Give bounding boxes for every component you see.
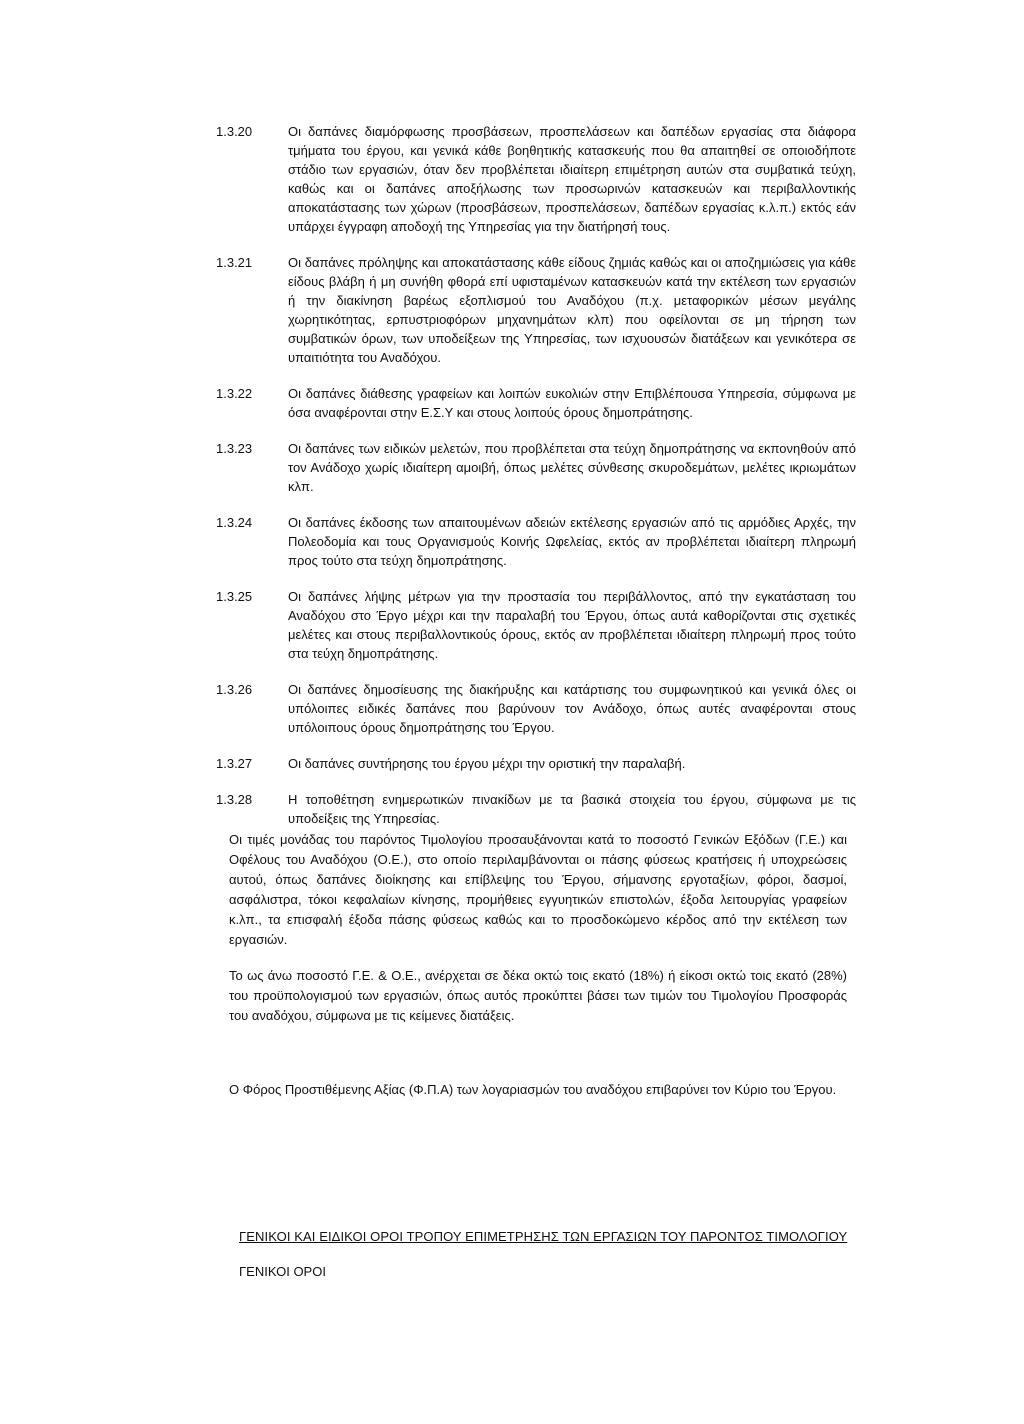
clause-item bbox=[216, 253, 856, 367]
clause-number: 1.3.27 bbox=[216, 756, 253, 771]
section-title: ΓΕΝΙΚΟΙ ΚΑΙ ΕΙΔΙΚΟΙ ΟΡΟΙ ΤΡΟΠΟΥ ΕΠΙΜΕΤΡΗΣΗΣ ΤΩΝ ΕΡΓΑΣΙΩΝ ΤΟΥ ΠΑΡΟΝΤΟΣ ΤΙΜΟΛΟΓΙΟΥ bbox=[239, 1229, 848, 1244]
paragraph-vat: Ο Φόρος Προστιθέμενης Αξίας (Φ.Π.Α) των λογαριασμών του αναδόχου επιβαρύνει τον Κύριο του Έργου. bbox=[229, 1082, 837, 1097]
clause-item bbox=[216, 439, 856, 496]
paragraph-general-expenses: Οι τιμές μονάδας του παρόντος Τιμολογίου προσαυξάνονται κατά το ποσοστό Γενικών Εξόδων (Γ.Ε.) και Οφέλους του Αναδόχου (Ο.Ε.), στο οποίο περιλαμβάνονται οι πάσης φύσεως κρατήσεις ή υποχρεώσεις αυτού, όπως δαπάνες διοίκησης και επίβλεψης του Έργου, σήμανσης εργοταξίων, φόροι, δασμοί, ασφάλιστρα, τόκοι κεφαλαίων κίνησης, προμήθειες εγγυητικών επιστολών, έξοδα λειτουργίας γραφείων κ.λπ., τα επισφαλή έξοδα πάσης φύσεως καθώς και το προσδοκώμενο κέρδος από την εκτέλεση των εργασιών. bbox=[229, 832, 847, 947]
clause-item bbox=[216, 122, 856, 236]
clause-text: Οι δαπάνες διάθεσης γραφείων και λοιπών ευκολιών στην Επιβλέπουσα Υπηρεσία, σύμφωνα με όσα αναφέρονται στην Ε.Σ.Υ και στους λοιπούς όρους δημοπράτησης. bbox=[288, 386, 856, 420]
clause-item bbox=[216, 513, 856, 570]
clause-text: Οι δαπάνες διαμόρφωσης προσβάσεων, προσπελάσεων και δαπέδων εργασίας στα διάφορα τμήματα του έργου, και γενικά κάθε βοηθητικής κατασκευής που θα απαιτηθεί σε οποιοδήποτε στάδιο των εργασιών, όταν δεν προβλέπεται ιδιαίτερη επιμέτρηση αυτών στα συμβατικά τεύχη, καθώς και οι δαπάνες αποξήλωσης των προσωρινών κατασκευών και περιβαλλοντικής αποκατάστασης των χώρων (προσβάσεων, προσπελάσεων, δαπέδων εργασίας κ.λ.π.) εκτός εάν υπάρχει έγγραφη αποδοχή της Υπηρεσίας για την διατήρησή τους. bbox=[288, 124, 856, 234]
clause-number: 1.3.28 bbox=[216, 792, 253, 807]
sub-title: ΓΕΝΙΚΟΙ ΟΡΟΙ bbox=[239, 1264, 326, 1279]
clause-number: 1.3.26 bbox=[216, 682, 253, 697]
paragraph-percentage: Το ως άνω ποσοστό Γ.Ε. & Ο.Ε., ανέρχεται σε δέκα οκτώ τοις εκατό (18%) ή είκοσι οκτώ τοις εκατό (28%) του προϋπολογισμού των εργασιών, όπως αυτός προκύπτει βάσει των τιμών του Τιμολογίου Προσφοράς του αναδόχου, σύμφωνα με τις κείμενες διατάξεις. bbox=[229, 968, 847, 1023]
clause-number: 1.3.20 bbox=[216, 124, 253, 139]
clause-text: Η τοποθέτηση ενημερωτικών πινακίδων με τα βασικά στοιχεία του έργου, σύμφωνα με τις υποδείξεις της Υπηρεσίας. bbox=[288, 792, 856, 826]
clause-text: Οι δαπάνες δημοσίευσης της διακήρυξης και κατάρτισης του συμφωνητικού και γενικά όλες οι υπόλοιπες ειδικές δαπάνες που βαρύνουν τον Ανάδοχο, όπως αυτές αναφέρονται στους υπόλοιπους όρους δημοπράτησης του Έργου. bbox=[288, 682, 856, 735]
clause-number: 1.3.21 bbox=[216, 255, 253, 270]
clause-text: Οι δαπάνες των ειδικών μελετών, που προβλέπεται στα τεύχη δημοπράτησης να εκπονηθούν από τον Ανάδοχο χωρίς ιδιαίτερη αμοιβή, όπως μελέτες σύνθεσης σκυροδεμάτων, μελέτες ικριωμάτων κλπ. bbox=[288, 441, 856, 494]
clause-item bbox=[216, 587, 856, 663]
clause-number: 1.3.25 bbox=[216, 589, 253, 604]
clause-list bbox=[216, 122, 856, 845]
clause-item bbox=[216, 384, 856, 422]
clause-item bbox=[216, 754, 856, 773]
clause-text: Οι δαπάνες λήψης μέτρων για την προστασία του περιβάλλοντος, από την εγκατάσταση του Αναδόχου στο Έργο μέχρι και την παραλαβή του Έργου, όπως αυτά καθορίζονται στις σχετικές μελέτες και στους περιβαλλοντικούς όρους, εκτός αν προβλέπεται ιδιαίτερη πληρωμή προς τούτο στα τεύχη δημοπράτησης. bbox=[288, 589, 856, 661]
clause-text: Οι δαπάνες πρόληψης και αποκατάστασης κάθε είδους ζημιάς καθώς και οι αποζημιώσεις για κάθε είδους βλάβη ή μη συνήθη φθορά επί υφισταμένων κατασκευών κατά την εκτέλεση των εργασιών ή την διακίνηση βαρέως εξοπλισμού του Αναδόχου (π.χ. μεταφορικών μέσων μεγάλης χωρητικότητας, ερπυστριοφόρων μηχανημάτων κλπ) που οφείλονται σε μη τήρηση των συμβατικών όρων, των υποδείξεων της Υπηρεσίας, των ισχυουσών διατάξεων και γενικότερα σε υπαιτιότητα του Αναδόχου. bbox=[288, 255, 856, 365]
clause-item bbox=[216, 790, 856, 828]
clause-number: 1.3.22 bbox=[216, 386, 253, 401]
clause-text: Οι δαπάνες έκδοσης των απαιτουμένων αδειών εκτέλεσης εργασιών από τις αρμόδιες Αρχές, την Πολεοδομία και τους Οργανισμούς Κοινής Ωφελείας, εκτός αν προβλέπεται ιδιαίτερη πληρωμή προς τούτο στα τεύχη δημοπράτησης. bbox=[288, 515, 856, 568]
clause-number: 1.3.23 bbox=[216, 441, 253, 456]
clause-item bbox=[216, 680, 856, 737]
clause-number: 1.3.24 bbox=[216, 515, 253, 530]
heading-block bbox=[239, 1227, 859, 1281]
clause-text: Οι δαπάνες συντήρησης του έργου μέχρι την οριστική την παραλαβή. bbox=[288, 756, 686, 771]
